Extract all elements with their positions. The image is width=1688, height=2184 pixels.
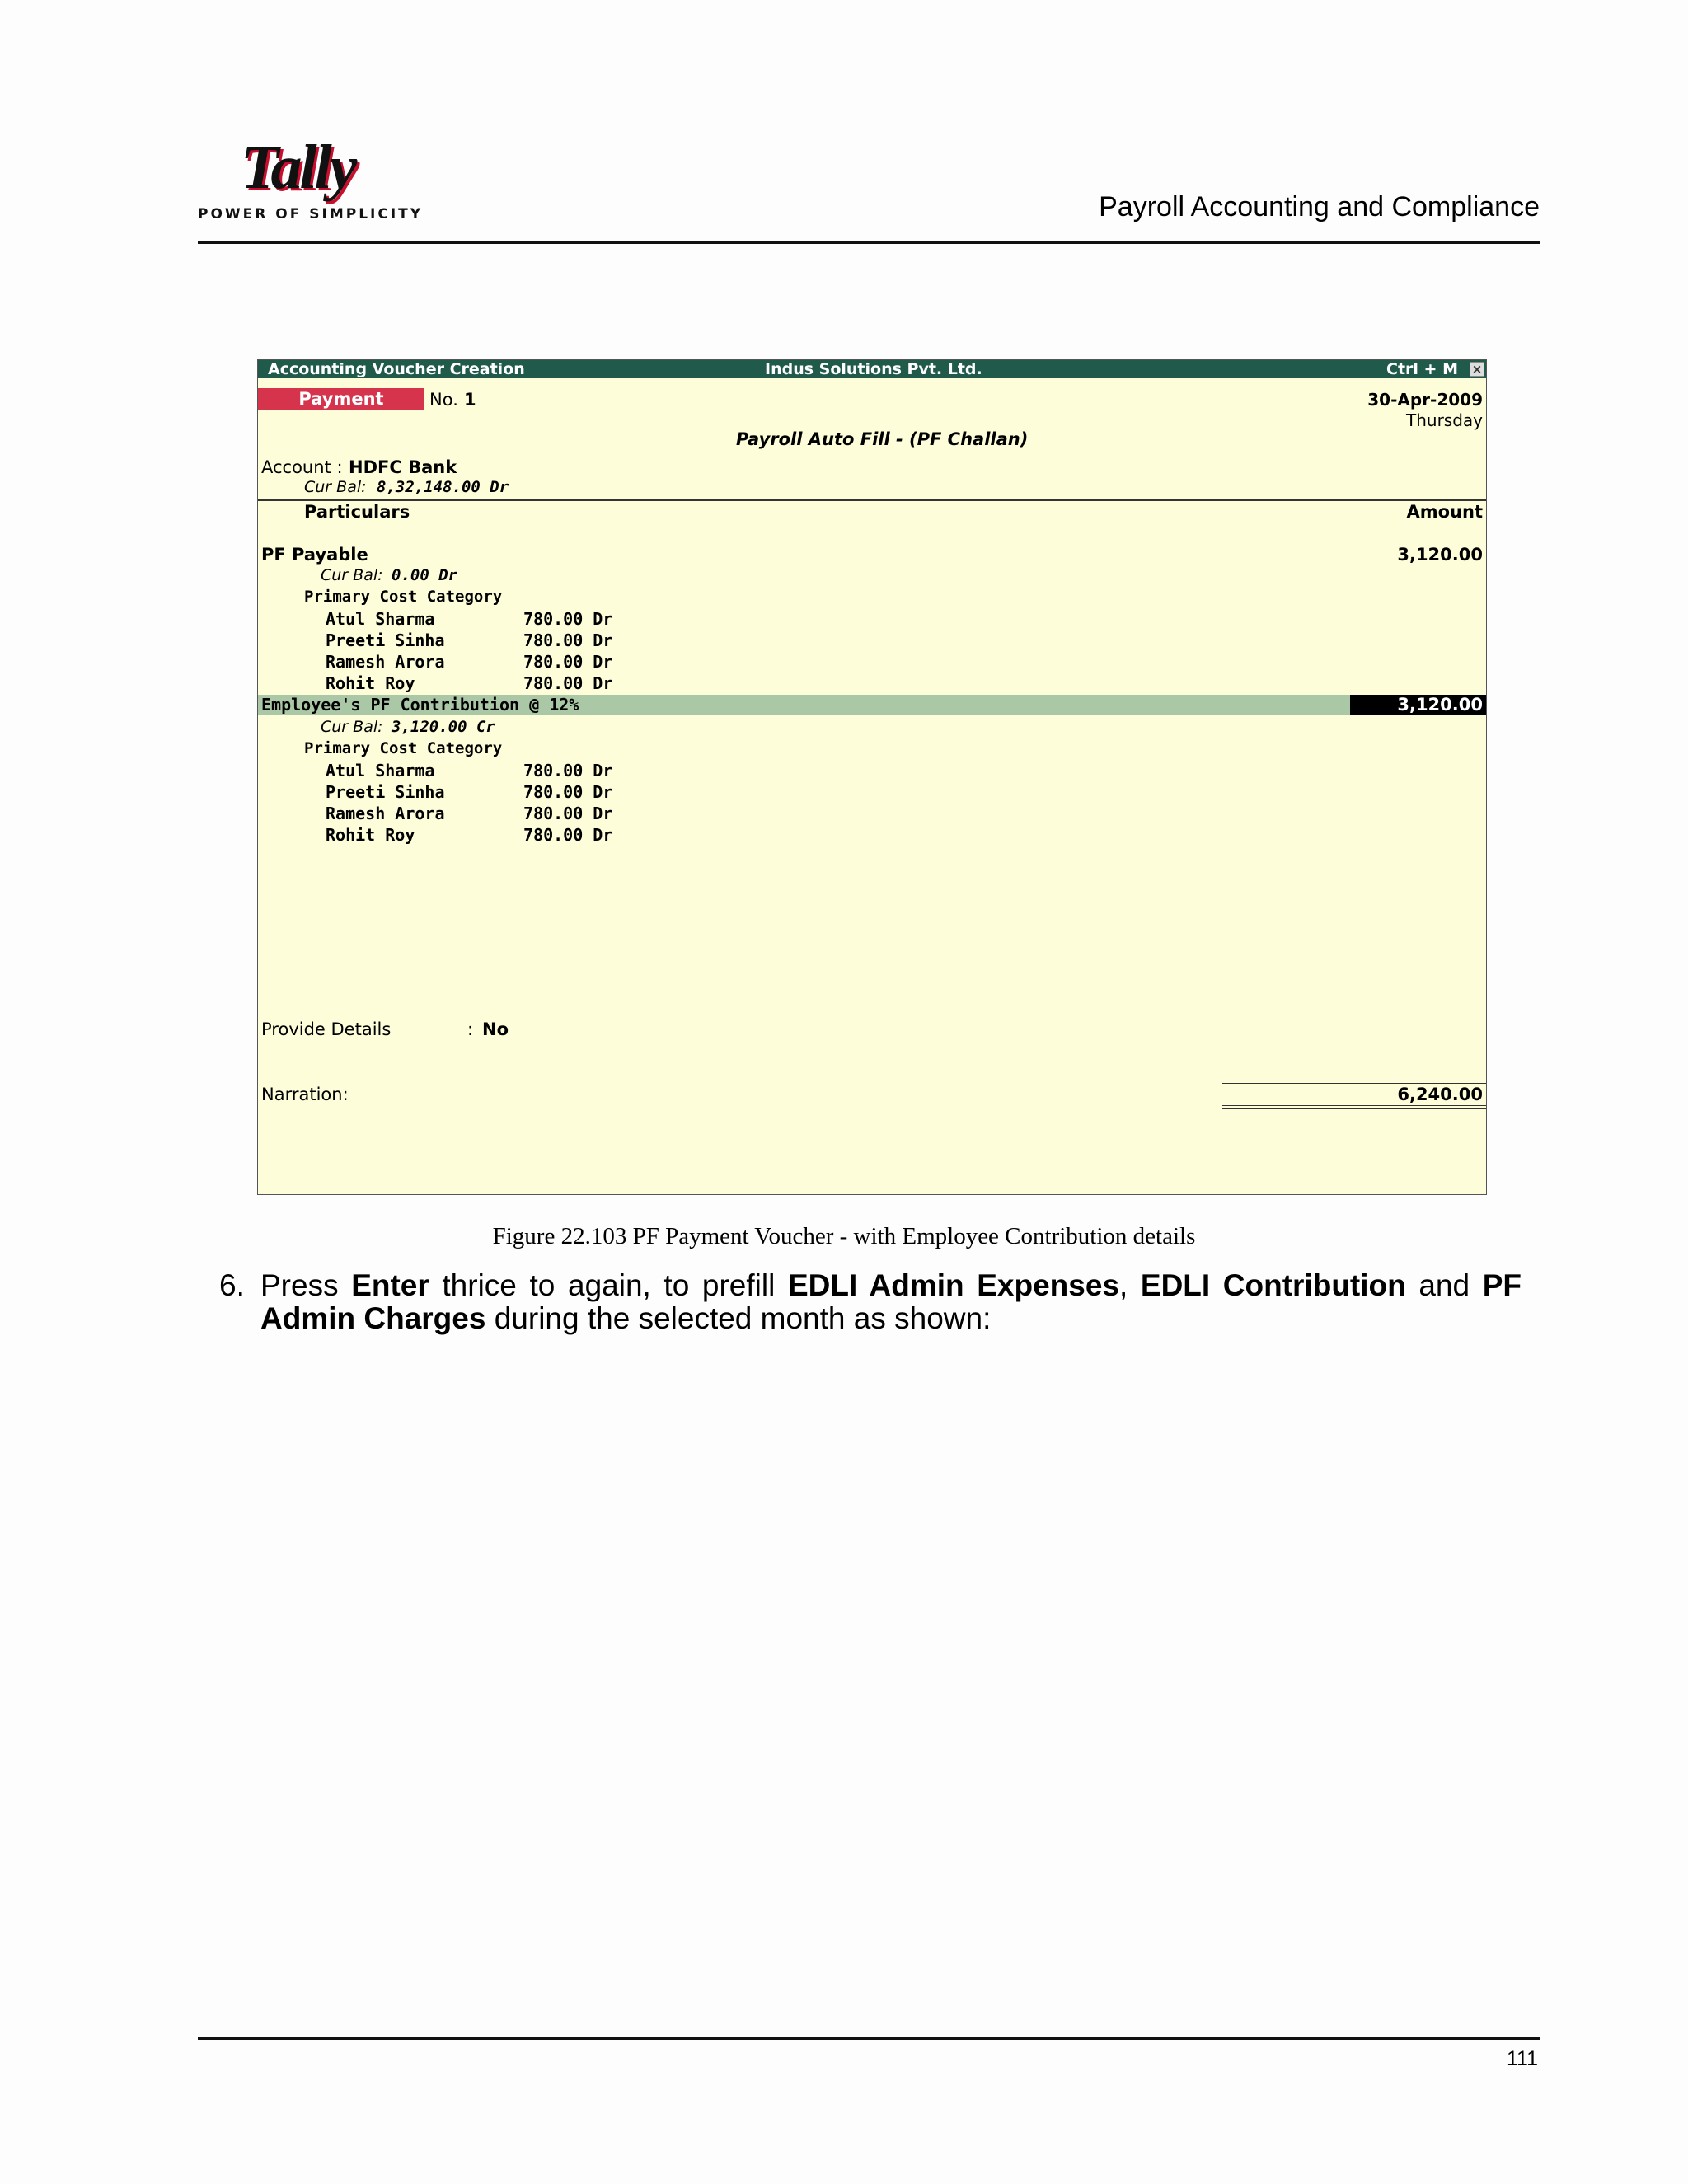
allocation-name[interactable]: Rohit Roy [326, 673, 415, 693]
allocation-amount[interactable]: 780.00 Dr [523, 804, 613, 823]
curbal-value: 0.00 Dr [392, 566, 458, 584]
account-name[interactable]: HDFC Bank [349, 457, 457, 477]
voucher-total: 6,240.00 [1397, 1085, 1483, 1104]
logo-wordmark: Tally [241, 133, 355, 202]
step-term-edli-contribution: EDLI Contribution [1140, 1268, 1406, 1302]
allocation-name[interactable]: Atul Sharma [326, 609, 435, 629]
step-text-part: thrice to again, to prefill [429, 1268, 788, 1302]
step-text [260, 1269, 1522, 1335]
cost-category: Primary Cost Category [304, 588, 503, 606]
step-text-part: , [1118, 1268, 1141, 1302]
voucher-day: Thursday [1406, 410, 1483, 430]
col-amount: Amount [1406, 502, 1483, 522]
tally-logo [198, 132, 424, 224]
total-rule-1 [1222, 1105, 1486, 1106]
allocation-amount[interactable]: 780.00 Dr [523, 652, 613, 672]
provide-details-label: Provide Details [261, 1019, 392, 1039]
curbal-label: Cur Bal: [321, 718, 383, 736]
step-text-part: Press [260, 1268, 352, 1302]
account-label: Account : [261, 457, 343, 477]
col-particulars: Particulars [304, 502, 410, 522]
window-title: Accounting Voucher Creation [268, 360, 525, 378]
voucher-no[interactable]: 1 [464, 390, 476, 410]
step-text-part: and [1405, 1268, 1483, 1302]
table-header-top-rule [258, 499, 1486, 501]
allocation-amount[interactable]: 780.00 Dr [523, 609, 613, 629]
company-name: Indus Solutions Pvt. Ltd. [765, 360, 982, 378]
cost-category: Primary Cost Category [304, 739, 503, 757]
amount-pf-payable[interactable]: 3,120.00 [1397, 545, 1483, 565]
curbal-value: 3,120.00 Cr [392, 718, 495, 736]
step-term-edli-admin: EDLI Admin Expenses [787, 1268, 1119, 1302]
amount-employee-pf-contribution[interactable]: 3,120.00 [1350, 695, 1486, 715]
close-icon[interactable]: × [1470, 362, 1484, 377]
allocation-amount[interactable]: 780.00 Dr [523, 825, 613, 845]
allocation-name[interactable]: Atul Sharma [326, 761, 435, 780]
allocation-name[interactable]: Preeti Sinha [326, 782, 445, 802]
footer-rule [198, 2037, 1540, 2040]
logo-tagline: POWER OF SIMPLICITY [198, 206, 424, 223]
voucher-type-badge[interactable]: Payment [258, 388, 424, 410]
window-titlebar [258, 360, 1486, 378]
step-key-enter: Enter [351, 1268, 429, 1302]
shortcut-label: Ctrl + M [1386, 360, 1458, 378]
step-number: 6. [219, 1268, 245, 1302]
narration-label: Narration: [261, 1085, 349, 1104]
total-rule-2 [1222, 1108, 1486, 1109]
voucher-window [257, 359, 1487, 1195]
allocation-name[interactable]: Rohit Roy [326, 825, 415, 845]
section-title: Payroll Accounting and Compliance [1099, 191, 1540, 223]
total-top-rule [1222, 1083, 1486, 1084]
header-rule [198, 241, 1540, 244]
step-text-part: during the selected month as shown: [485, 1301, 992, 1335]
allocation-name[interactable]: Ramesh Arora [326, 652, 445, 672]
voucher-date[interactable]: 30-Apr-2009 [1367, 390, 1483, 410]
step-term-pf-admin: PF Admin Charges [260, 1268, 1522, 1335]
figure-caption: Figure 22.103 PF Payment Voucher - with Employee Contribution details [492, 1223, 1196, 1249]
voucher-no-label: No. [429, 390, 458, 410]
ledger-pf-payable[interactable]: PF Payable [261, 545, 368, 565]
page-number: 111 [1506, 2047, 1538, 2070]
allocation-amount[interactable]: 780.00 Dr [523, 630, 613, 650]
allocation-amount[interactable]: 780.00 Dr [523, 761, 613, 780]
curbal-label: Cur Bal: [321, 566, 383, 584]
provide-details-separator: : [467, 1019, 474, 1039]
autofill-title: Payroll Auto Fill - (PF Challan) [736, 429, 1029, 449]
allocation-amount[interactable]: 780.00 Dr [523, 782, 613, 802]
account-curbal-label: Cur Bal: [304, 478, 367, 496]
step-paragraph [219, 1269, 1522, 1335]
allocation-name[interactable]: Ramesh Arora [326, 804, 445, 823]
account-curbal: 8,32,148.00 Dr [377, 478, 509, 496]
ledger-employee-pf-contribution[interactable]: Employee's PF Contribution @ 12% [261, 695, 579, 715]
allocation-amount[interactable]: 780.00 Dr [523, 673, 613, 693]
allocation-name[interactable]: Preeti Sinha [326, 630, 445, 650]
provide-details-value[interactable]: No [482, 1019, 509, 1039]
